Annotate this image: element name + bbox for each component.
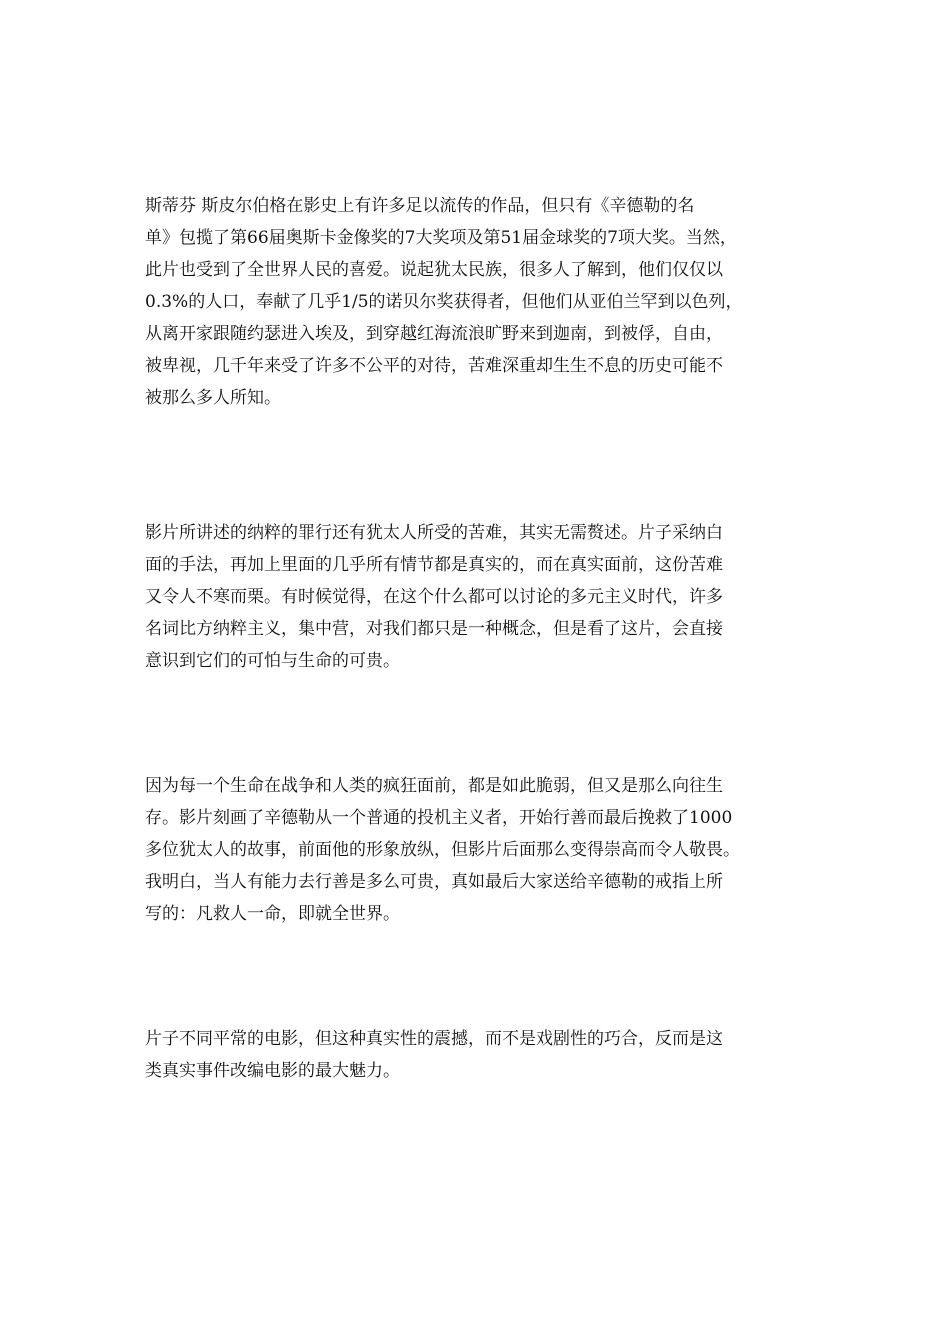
paragraph-2: 影片所讲述的纳粹的罪行还有犹太人所受的苦难，其实无需赘述。片子采纳白 面的手法，再加上里面的几乎所有情节都是真实的，而在真实面前，这份苦难 又令人不寒而栗。有时候觉得，在这个什么都可以讨论的多元主义时代，许多 名词比方纳粹主义，集中营，对我们都只是一种概念，但是看了这片，会直接 意识到它们的可怕与生命的可贵。	[145, 523, 723, 671]
paragraph-1: 斯蒂芬 斯皮尔伯格在影史上有许多足以流传的作品，但只有《辛德勒的名 单》包揽了第66届奥斯卡金像奖的7大奖项及第51届金球奖的7项大奖。当然， 此片也受到了全世界人民的喜爱。说起犹太民族，很多人了解到，他们仅仅以 0.3%的人口，奉献了几乎1/5的诺贝尔奖获得者，但他们从亚伯兰罕到以色列， 从离开家跟随约瑟进入埃及，到穿越红海流浪旷野来到迦南，到被俘，自由， 被卑视，几千年来受了许多不公平的对待，苦难深重却生生不息的历史可能不 被那么多人所知。	[145, 196, 743, 408]
paragraph-4: 片子不同平常的电影，但这种真实性的震撼，而不是戏剧性的巧合，反而是这 类真实事件改编电影的最大魅力。	[145, 1029, 723, 1081]
paragraph-3: 因为每一个生命在战争和人类的疯狂面前，都是如此脆弱，但又是那么向往生 存。影片刻画了辛德勒从一个普通的投机主义者，开始行善而最后挽救了1000 多位犹太人的故事，前面他的形象放纵，但影片后面那么变得崇高而令人敬畏。 我明白，当人有能力去行善是多么可贵，真如最后大家送给辛德勒的戒指上所 写的：凡救人一命，即就全世界。	[145, 776, 740, 924]
